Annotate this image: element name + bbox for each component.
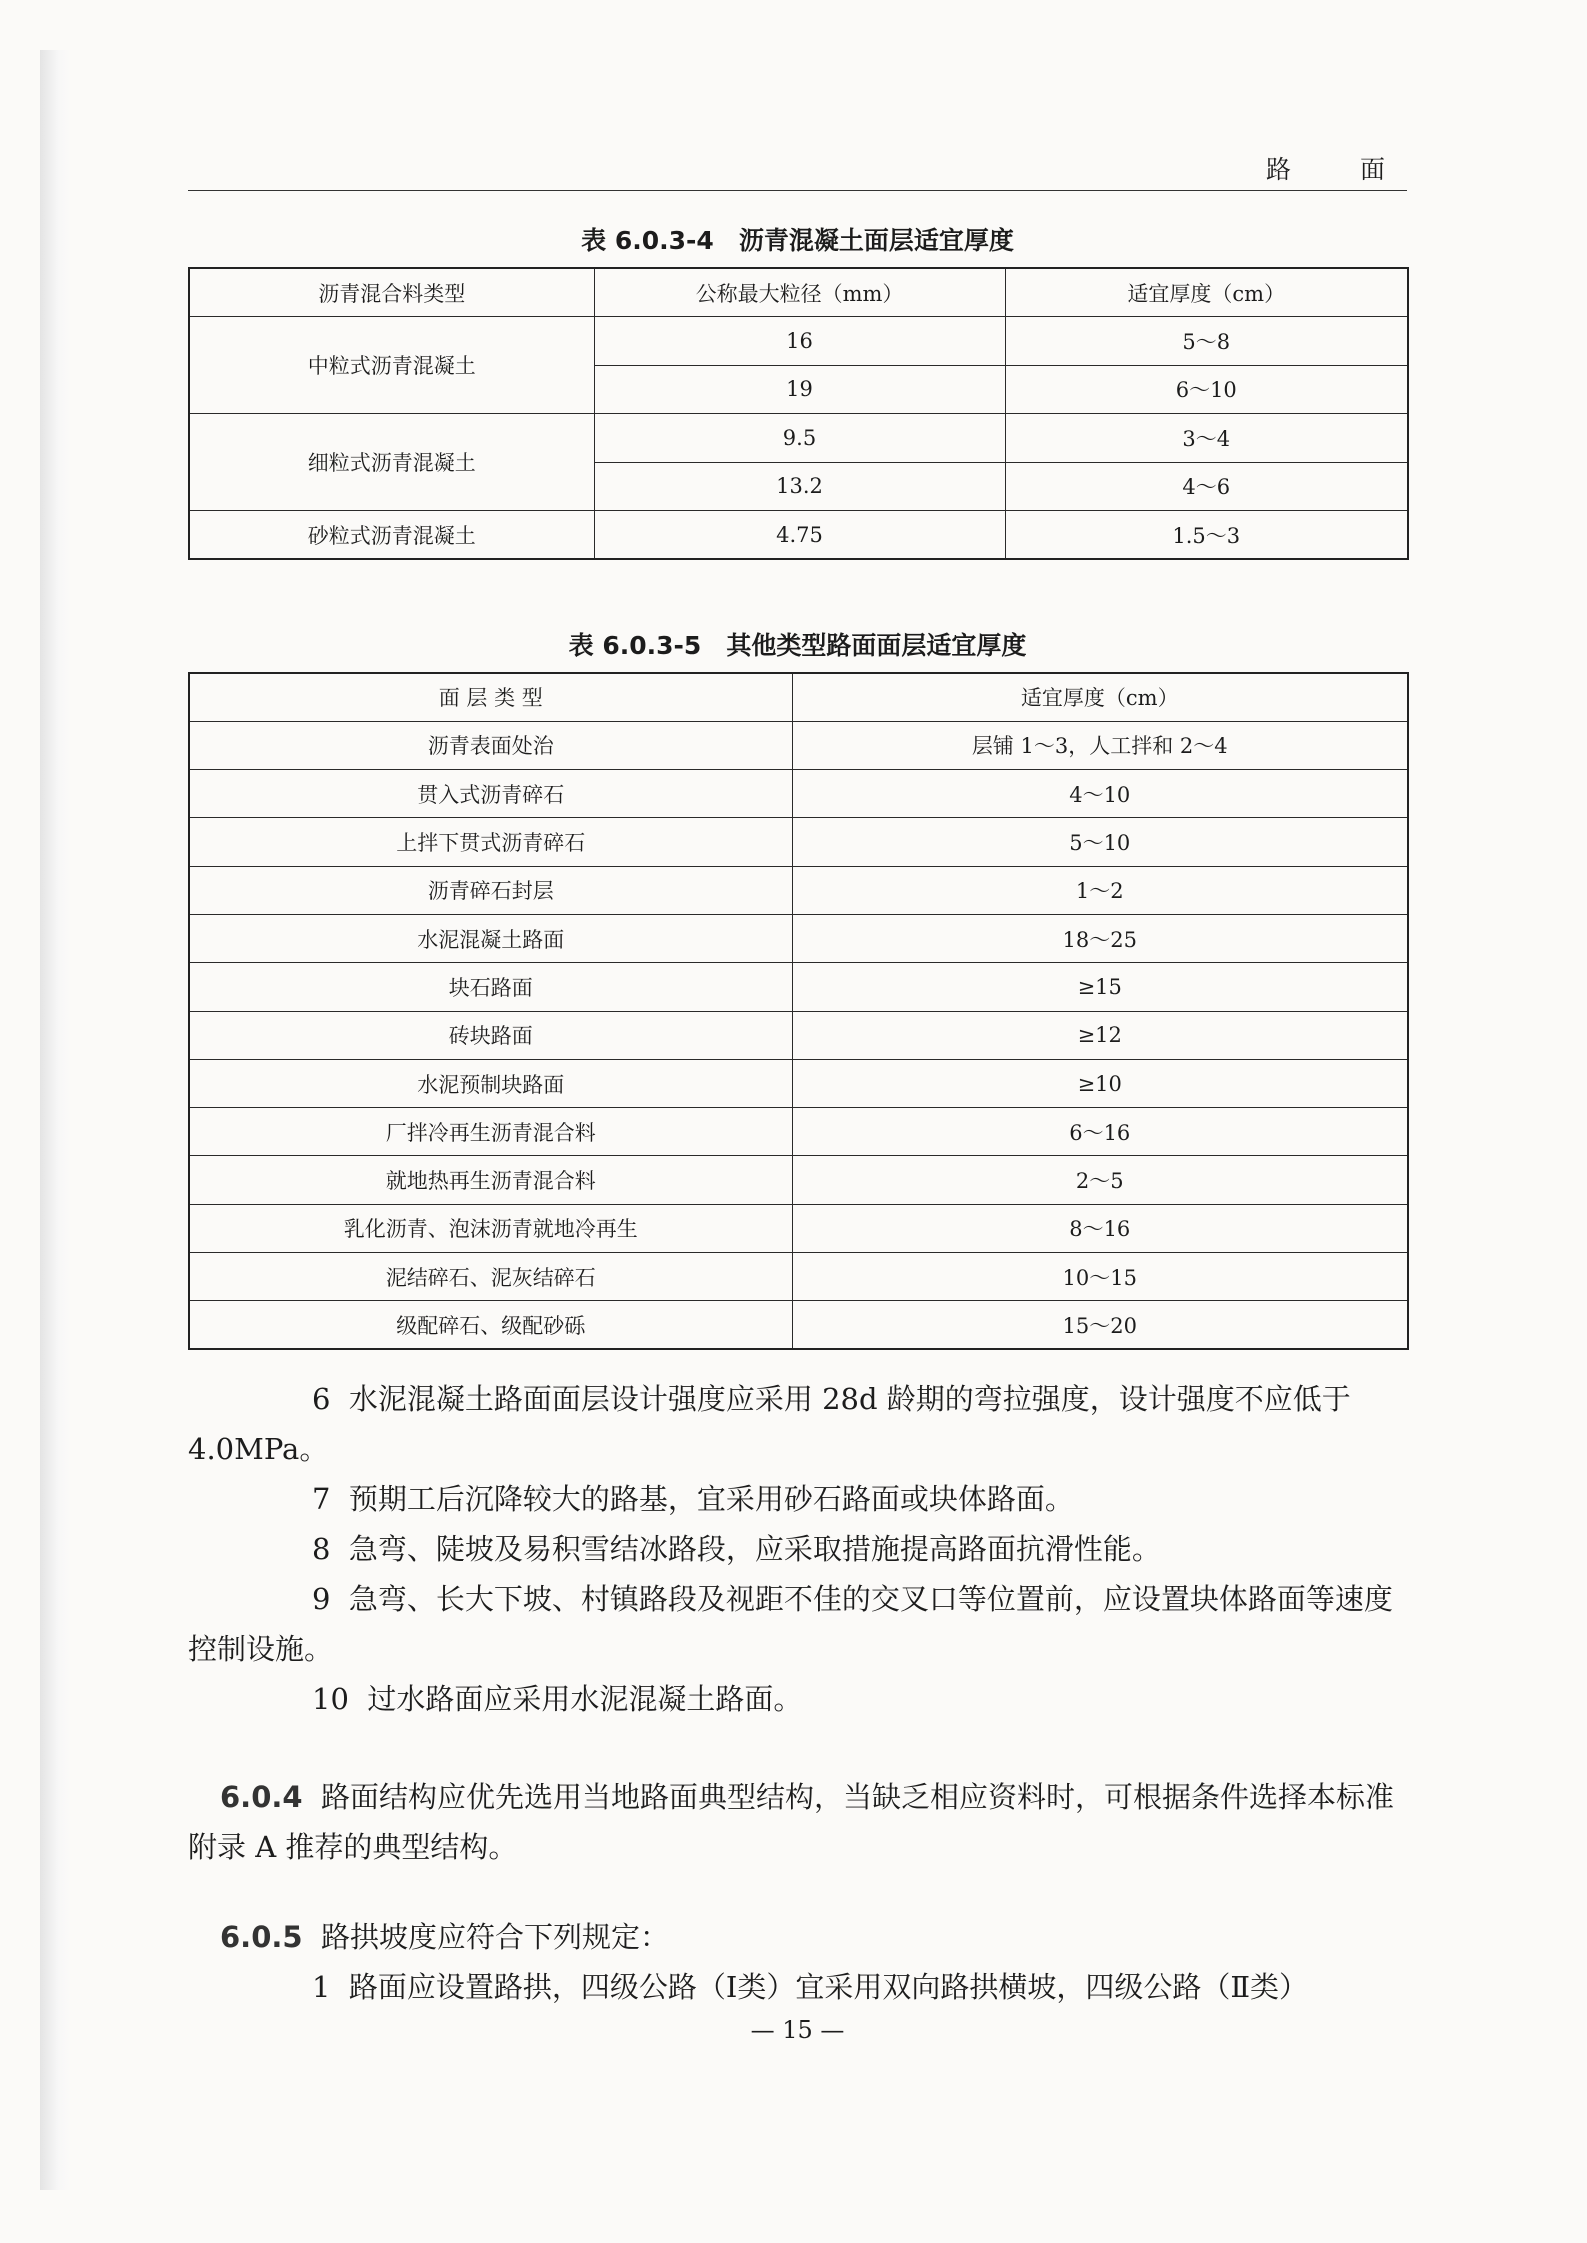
thickness-cell: 8～16: [792, 1204, 1408, 1252]
table-row: [189, 1301, 1408, 1349]
page-number: — 15 —: [750, 2016, 845, 2044]
item-text: 路面应设置路拱，四级公路（Ⅰ类）宜采用双向路拱横坡，四级公路（Ⅱ类）: [348, 1970, 1309, 2004]
clause-number: 6.0.5: [220, 1920, 303, 1954]
surface-type-cell: 上拌下贯式沥青碎石: [189, 818, 792, 866]
table-row: [189, 1059, 1408, 1107]
table-5-caption: 表 6.0.3-5 其他类型路面面层适宜厚度: [568, 631, 1027, 660]
surface-type-cell: 水泥预制块路面: [189, 1059, 792, 1107]
thickness-cell: 10～15: [792, 1253, 1408, 1301]
item-7-paragraph: [188, 1474, 1407, 1524]
surface-type-cell: 级配碎石、级配砂砾: [189, 1301, 792, 1349]
table-asphalt-concrete-thickness: [188, 267, 1409, 560]
surface-type-cell: 水泥混凝土路面: [189, 914, 792, 962]
thickness-cell: ≥12: [792, 1011, 1408, 1059]
thickness-cell: 3～4: [1005, 414, 1408, 463]
running-header: 路 面: [1265, 155, 1407, 184]
thickness-cell: ≥15: [792, 963, 1408, 1011]
surface-type-cell: 贯入式沥青碎石: [189, 770, 792, 818]
column-header: 公称最大粒径（mm）: [594, 268, 1005, 317]
surface-type-cell: 沥青表面处治: [189, 721, 792, 769]
table-row: [189, 1108, 1408, 1156]
table-header-row: [189, 268, 1408, 317]
item-number: 8: [312, 1532, 331, 1566]
thickness-cell: 1.5～3: [1005, 511, 1408, 560]
thickness-cell: ≥10: [792, 1059, 1408, 1107]
mix-type-cell: 砂粒式沥青混凝土: [189, 511, 594, 560]
table-other-pavement-thickness: [188, 672, 1409, 1350]
table-row: [189, 1011, 1408, 1059]
thickness-cell: 2～5: [792, 1156, 1408, 1204]
table-row: [189, 818, 1408, 866]
surface-type-cell: 厂拌冷再生沥青混合料: [189, 1108, 792, 1156]
item-1-paragraph: [188, 1962, 1407, 2012]
aggregate-size-cell: 16: [594, 317, 1005, 366]
item-9-paragraph: [188, 1574, 1407, 1674]
item-number: 9: [312, 1582, 331, 1616]
mix-type-cell: 中粒式沥青混凝土: [189, 317, 594, 414]
surface-type-cell: 泥结碎石、泥灰结碎石: [189, 1253, 792, 1301]
item-text: 水泥混凝土路面面层设计强度应采用 28d 龄期的弯拉强度，设计强度不应低于 4.0MPa。: [188, 1382, 1351, 1466]
table-header-row: [189, 673, 1408, 721]
mix-type-cell: 细粒式沥青混凝土: [189, 414, 594, 511]
thickness-cell: 15～20: [792, 1301, 1408, 1349]
thickness-cell: 6～16: [792, 1108, 1408, 1156]
surface-type-cell: 块石路面: [189, 963, 792, 1011]
surface-type-cell: 砖块路面: [189, 1011, 792, 1059]
aggregate-size-cell: 13.2: [594, 462, 1005, 511]
item-6-paragraph: [188, 1374, 1407, 1474]
thickness-cell: 4～10: [792, 770, 1408, 818]
clause-text: 路面结构应优先选用当地路面典型结构，当缺乏相应资料时，可根据条件选择本标准附录 A 推荐的典型结构。: [188, 1780, 1395, 1864]
table-row: [189, 721, 1408, 769]
clause-text: 路拱坡度应符合下列规定：: [321, 1920, 670, 1954]
table-row: [189, 866, 1408, 914]
thickness-cell: 5～8: [1005, 317, 1408, 366]
item-text: 急弯、长大下坡、村镇路段及视距不佳的交叉口等位置前，应设置块体路面等速度控制设施。: [188, 1582, 1393, 1666]
item-8-paragraph: [188, 1524, 1407, 1574]
header-rule: [188, 190, 1407, 191]
thickness-cell: 6～10: [1005, 365, 1408, 414]
table-row: [189, 414, 1408, 463]
table-row: [189, 963, 1408, 1011]
thickness-cell: 5～10: [792, 818, 1408, 866]
thickness-cell: 层铺 1～3，人工拌和 2～4: [792, 721, 1408, 769]
page-spine-shadow: [40, 50, 70, 2190]
table-row: [189, 1253, 1408, 1301]
aggregate-size-cell: 19: [594, 365, 1005, 414]
item-text: 急弯、陡坡及易积雪结冰路段，应采取措施提高路面抗滑性能。: [348, 1532, 1161, 1566]
surface-type-cell: 就地热再生沥青混合料: [189, 1156, 792, 1204]
item-number: 1: [312, 1970, 331, 2004]
aggregate-size-cell: 4.75: [594, 511, 1005, 560]
surface-type-cell: 乳化沥青、泡沫沥青就地冷再生: [189, 1204, 792, 1252]
aggregate-size-cell: 9.5: [594, 414, 1005, 463]
item-number: 7: [312, 1482, 331, 1516]
thickness-cell: 18～25: [792, 914, 1408, 962]
item-10-paragraph: [188, 1674, 1407, 1724]
clause-6-0-4-paragraph: [188, 1772, 1407, 1872]
surface-type-cell: 沥青碎石封层: [189, 866, 792, 914]
table-4-caption: 表 6.0.3-4 沥青混凝土面层适宜厚度: [581, 226, 1014, 255]
item-number: 10: [312, 1682, 349, 1716]
column-header: 面 层 类 型: [189, 673, 792, 721]
table-row: [189, 770, 1408, 818]
column-header: 适宜厚度（cm）: [1005, 268, 1408, 317]
clause-6-0-5-paragraph: [188, 1912, 1407, 1962]
item-text: 预期工后沉降较大的路基，宜采用砂石路面或块体路面。: [348, 1482, 1074, 1516]
table-row: [189, 511, 1408, 560]
item-text: 过水路面应采用水泥混凝土路面。: [367, 1682, 803, 1716]
thickness-cell: 1～2: [792, 866, 1408, 914]
table-row: [189, 1204, 1408, 1252]
thickness-cell: 4～6: [1005, 462, 1408, 511]
table-row: [189, 1156, 1408, 1204]
item-number: 6: [312, 1382, 331, 1416]
table-row: [189, 914, 1408, 962]
column-header: 适宜厚度（cm）: [792, 673, 1408, 721]
clause-number: 6.0.4: [220, 1780, 303, 1814]
table-row: [189, 317, 1408, 366]
column-header: 沥青混合料类型: [189, 268, 594, 317]
